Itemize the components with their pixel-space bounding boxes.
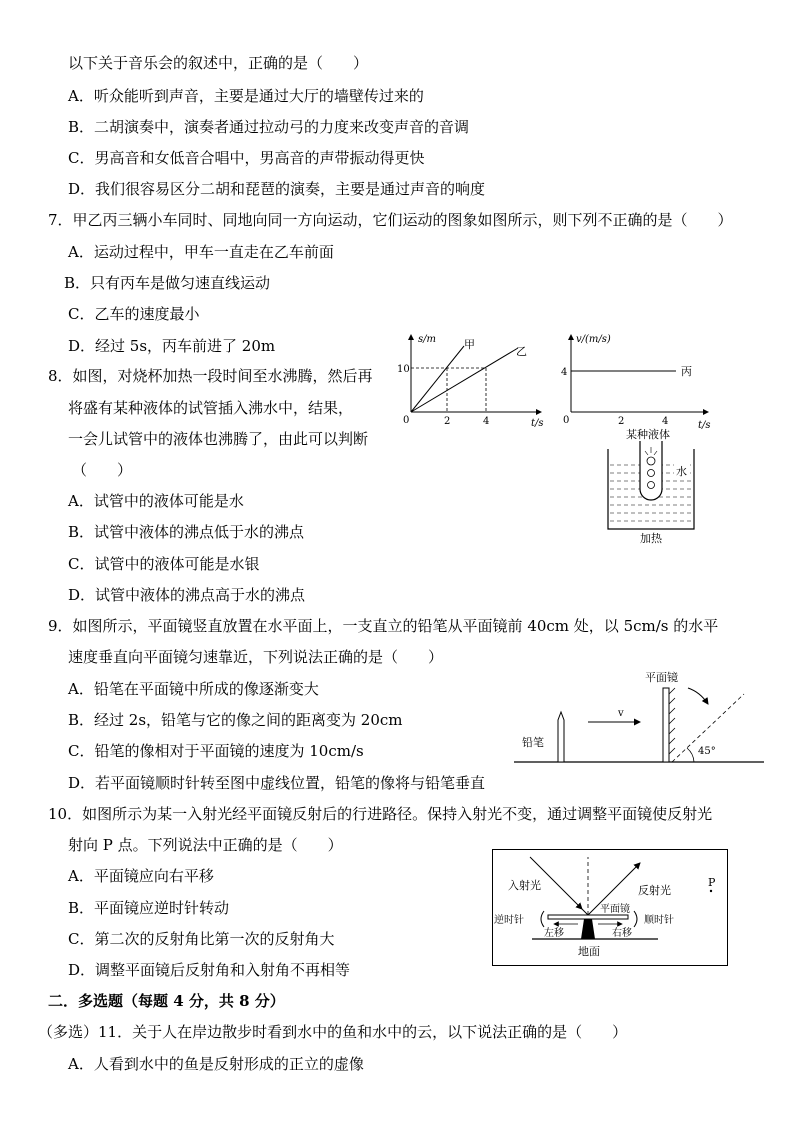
q6-option-c: C．男高音和女低音合唱中，男高音的声带振动得更快	[68, 149, 425, 167]
q8-stem-4: （ ）	[72, 461, 133, 479]
vt-y-label: v/(m/s)	[576, 334, 611, 345]
q8-option-c: C．试管中的液体可能是水银	[68, 555, 260, 573]
mirror-pencil-figure	[514, 664, 764, 770]
mirror-label: 平面镜	[645, 671, 678, 684]
vt-y-tick: 4	[561, 367, 568, 378]
pencil	[558, 712, 564, 762]
q6-stem-tail: 以下关于音乐会的叙述中，正确的是（ ）	[68, 54, 369, 72]
st-y-label: s/m	[418, 334, 436, 345]
beaker-heat-label: 加热	[640, 532, 662, 545]
q10-option-c: C．第二次的反射角比第一次的反射角大	[68, 930, 335, 948]
rotate-arrow	[688, 688, 708, 704]
q6-option-a: A．听众能听到声音，主要是通过大厅的墙壁传过来的	[68, 87, 424, 105]
q8-stem-1: 8．如图，对烧杯加热一段时间至水沸腾，然后再	[48, 367, 373, 385]
ccw-label: 逆时针	[494, 915, 524, 926]
angle-arc	[687, 748, 694, 762]
st-y-tick: 10	[397, 364, 410, 375]
st-graph	[396, 330, 548, 430]
beaker-figure	[596, 425, 706, 545]
angle-label: 45°	[698, 746, 716, 757]
q9-stem-2: 速度垂直向平面镜匀速靠近，下列说法正确的是（ ）	[68, 648, 444, 666]
reflection-figure	[492, 849, 729, 967]
vt-x-tick-2: 2	[618, 416, 625, 427]
q7-stem: 7．甲乙丙三辆小车同时、同地向同一方向运动，它们运动的图象如图所示，则下列不正确的是（ ）	[48, 211, 733, 229]
q8-option-a: A．试管中的液体可能是水	[68, 492, 244, 510]
q8-option-b: B．试管中液体的沸点低于水的沸点	[68, 523, 305, 541]
q10-option-d: D．调整平面镜后反射角和入射角不再相等	[68, 961, 351, 979]
vt-graph	[556, 330, 716, 430]
q9-option-d: D．若平面镜顺时针转至图中虚线位置，铅笔的像将与铅笔垂直	[68, 774, 486, 792]
q10-stem-2: 射向 P 点。下列说法中正确的是（ ）	[68, 836, 343, 854]
q9-stem-1: 9．如图所示，平面镜竖直放置在水平面上，一支直立的铅笔从平面镜前 40cm 处，以 5cm/s 的水平	[48, 617, 719, 635]
left-move-label: 左移	[544, 928, 564, 939]
q10-option-a: A．平面镜应向右平移	[68, 867, 214, 885]
velocity-label: v	[618, 708, 624, 719]
q7-option-a: A．运动过程中，甲车一直走在乙车前面	[68, 243, 334, 261]
st-label-yi: 乙	[516, 345, 527, 358]
q11-option-a: A．人看到水中的鱼是反射形成的正立的虚像	[68, 1055, 364, 1073]
q7-option-b: B．只有丙车是做匀速直线运动	[64, 274, 271, 292]
st-x-label: t/s	[531, 418, 544, 429]
pencil-label: 铅笔	[522, 736, 544, 749]
vt-label-bing: 丙	[681, 365, 692, 378]
q8-stem-2: 将盛有某种液体的试管插入沸水中，结果，	[68, 399, 354, 417]
q10-stem-1: 10．如图所示为某一入射光经平面镜反射后的行进路径。保持入射光不变，通过调整平面镜使反射光	[48, 805, 713, 823]
q6-option-d: D．我们很容易区分二胡和琵琶的演奏，主要是通过声音的响度	[68, 180, 486, 198]
vt-origin: 0	[563, 415, 570, 426]
beaker-water-label: 水	[676, 465, 687, 478]
section-2-title: 二．多选题（每题 4 分，共 8 分）	[48, 992, 285, 1010]
flat-mirror	[548, 915, 628, 919]
q7-option-c: C．乙车的速度最小	[68, 305, 200, 323]
st-x-tick-2: 2	[444, 416, 451, 427]
st-line-yi	[411, 348, 518, 412]
st-line-jia	[411, 346, 464, 412]
point-p	[710, 890, 712, 892]
q11-stem: （多选）11．关于人在岸边散步时看到水中的鱼和水中的云，以下说法正确的是（ ）	[38, 1023, 628, 1041]
q7-option-d: D．经过 5s，丙车前进了 20m	[68, 337, 276, 355]
incident-label: 入射光	[508, 879, 541, 892]
st-x-tick-4: 4	[483, 416, 490, 427]
q9-option-c: C．铅笔的像相对于平面镜的速度为 10cm/s	[68, 742, 364, 760]
mirror	[663, 688, 669, 762]
right-move-label: 右移	[612, 928, 632, 939]
q6-option-b: B．二胡演奏中，演奏者通过拉动弓的力度来改变声音的音调	[68, 118, 470, 136]
q10-option-b: B．平面镜应逆时针转动	[68, 899, 230, 917]
ground-label: 地面	[578, 945, 600, 958]
q8-stem-3: 一会儿试管中的液体也沸腾了，由此可以判断	[68, 430, 369, 448]
vt-x-tick-4: 4	[662, 416, 669, 427]
vt-x-label: t/s	[698, 420, 711, 430]
q9-option-b: B．经过 2s，铅笔与它的像之间的距离变为 20cm	[68, 711, 403, 729]
q8-option-d: D．试管中液体的沸点高于水的沸点	[68, 586, 306, 604]
beaker-liquid-label: 某种液体	[626, 428, 670, 441]
st-origin: 0	[403, 415, 410, 426]
mirror-label-q10: 平面镜	[600, 904, 630, 915]
reflected-label: 反射光	[638, 884, 671, 897]
point-p-label: P	[708, 876, 716, 889]
st-label-jia: 甲	[464, 338, 475, 351]
cw-label: 顺时针	[644, 915, 674, 926]
q9-option-a: A．铅笔在平面镜中所成的像逐渐变大	[68, 680, 319, 698]
